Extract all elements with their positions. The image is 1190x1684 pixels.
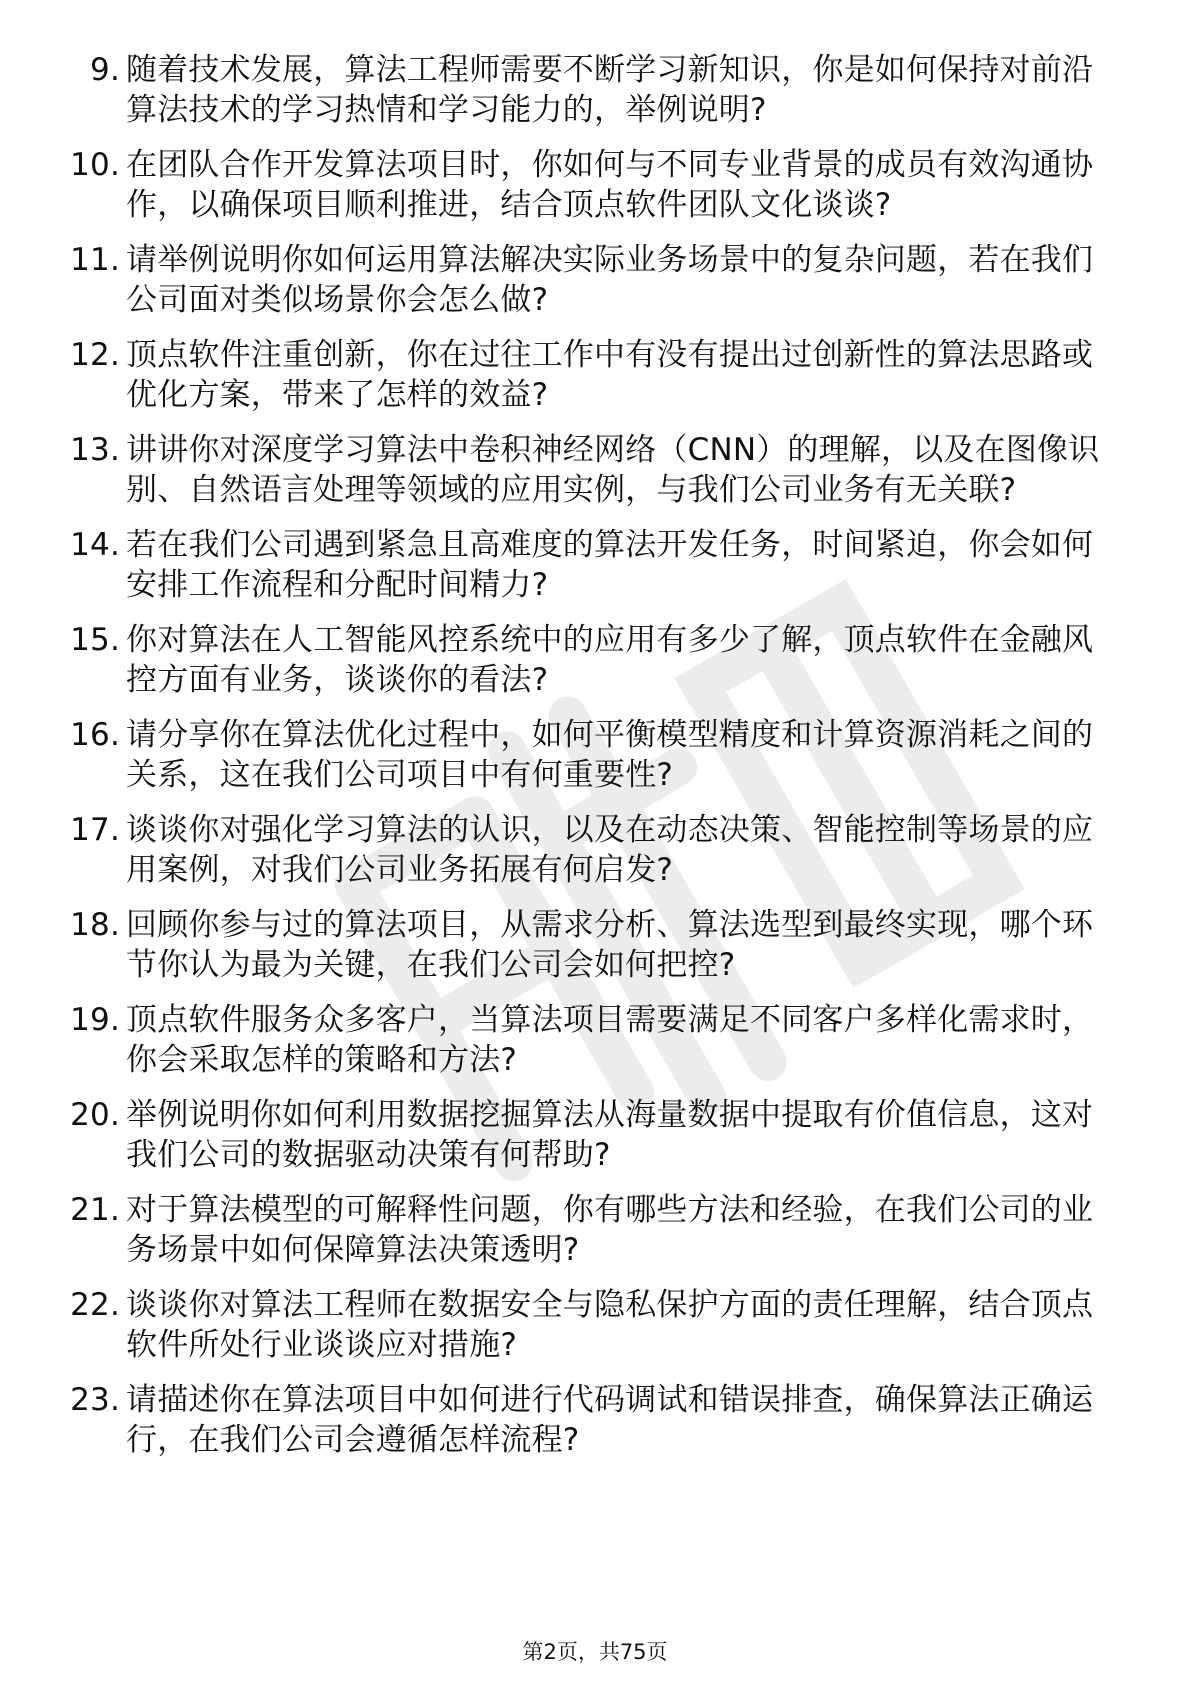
question-text: 举例说明你如何利用数据挖掘算法从海量数据中提取有价值信息，这对我们公司的数据驱动决策有何帮助? bbox=[126, 1097, 1094, 1173]
question-number: 13. bbox=[70, 432, 120, 468]
question-number: 23. bbox=[70, 1382, 120, 1418]
question-number: 9. bbox=[90, 52, 120, 88]
question-number: 10. bbox=[70, 147, 120, 183]
question-text: 顶点软件服务众多客户，当算法项目需要满足不同客户多样化需求时，你会采取怎样的策略和方法? bbox=[126, 1002, 1094, 1078]
question-number: 19. bbox=[70, 1002, 120, 1038]
question-item bbox=[58, 810, 1118, 890]
question-text: 请分享你在算法优化过程中，如何平衡模型精度和计算资源消耗之间的关系，这在我们公司项目中有何重要性? bbox=[126, 717, 1094, 793]
question-item bbox=[58, 620, 1118, 700]
question-number: 14. bbox=[70, 527, 120, 563]
question-item bbox=[58, 335, 1118, 415]
question-number: 11. bbox=[70, 242, 120, 278]
question-text: 随着技术发展，算法工程师需要不断学习新知识，你是如何保持对前沿算法技术的学习热情和学习能力的，举例说明? bbox=[126, 52, 1094, 128]
question-text: 在团队合作开发算法项目时，你如何与不同专业背景的成员有效沟通协作，以确保项目顺利推进，结合顶点软件团队文化谈谈? bbox=[126, 147, 1094, 223]
question-number: 22. bbox=[70, 1287, 120, 1323]
page-footer bbox=[0, 1638, 1190, 1666]
question-text: 谈谈你对算法工程师在数据安全与隐私保护方面的责任理解，结合顶点软件所处行业谈谈应对措施? bbox=[126, 1287, 1094, 1363]
question-number: 12. bbox=[70, 337, 120, 373]
question-item bbox=[58, 1285, 1118, 1365]
question-number: 20. bbox=[70, 1097, 120, 1133]
question-item bbox=[58, 240, 1118, 320]
question-text: 讲讲你对深度学习算法中卷积神经网络（CNN）的理解，以及在图像识别、自然语言处理等领域的应用实例，与我们公司业务有无关联? bbox=[126, 432, 1100, 508]
question-item bbox=[58, 1000, 1118, 1080]
question-text: 请描述你在算法项目中如何进行代码调试和错误排查，确保算法正确运行，在我们公司会遵循怎样流程? bbox=[126, 1382, 1094, 1458]
page-number-label: 第2页，共75页 bbox=[522, 1640, 668, 1664]
question-item bbox=[58, 525, 1118, 605]
question-item bbox=[58, 1190, 1118, 1270]
question-text: 谈谈你对强化学习算法的认识，以及在动态决策、智能控制等场景的应用案例，对我们公司业务拓展有何启发? bbox=[126, 812, 1094, 888]
question-list bbox=[58, 50, 1118, 1475]
question-item bbox=[58, 430, 1118, 510]
question-item bbox=[58, 50, 1118, 130]
question-number: 18. bbox=[70, 907, 120, 943]
question-text: 你对算法在人工智能风控系统中的应用有多少了解，顶点软件在金融风控方面有业务，谈谈你的看法? bbox=[126, 622, 1094, 698]
question-text: 顶点软件注重创新，你在过往工作中有没有提出过创新性的算法思路或优化方案，带来了怎样的效益? bbox=[126, 337, 1094, 413]
question-item bbox=[58, 1380, 1118, 1460]
question-item bbox=[58, 905, 1118, 985]
question-item bbox=[58, 145, 1118, 225]
question-text: 对于算法模型的可解释性问题，你有哪些方法和经验，在我们公司的业务场景中如何保障算法决策透明? bbox=[126, 1192, 1094, 1268]
question-item bbox=[58, 715, 1118, 795]
question-text: 若在我们公司遇到紧急且高难度的算法开发任务，时间紧迫，你会如何安排工作流程和分配时间精力? bbox=[126, 527, 1094, 603]
question-text: 回顾你参与过的算法项目，从需求分析、算法选型到最终实现，哪个环节你认为最为关键，在我们公司会如何把控? bbox=[126, 907, 1094, 983]
question-number: 21. bbox=[70, 1192, 120, 1228]
question-item bbox=[58, 1095, 1118, 1175]
question-text: 请举例说明你如何运用算法解决实际业务场景中的复杂问题，若在我们公司面对类似场景你会怎么做? bbox=[126, 242, 1094, 318]
question-number: 15. bbox=[70, 622, 120, 658]
question-number: 17. bbox=[70, 812, 120, 848]
question-number: 16. bbox=[70, 717, 120, 753]
